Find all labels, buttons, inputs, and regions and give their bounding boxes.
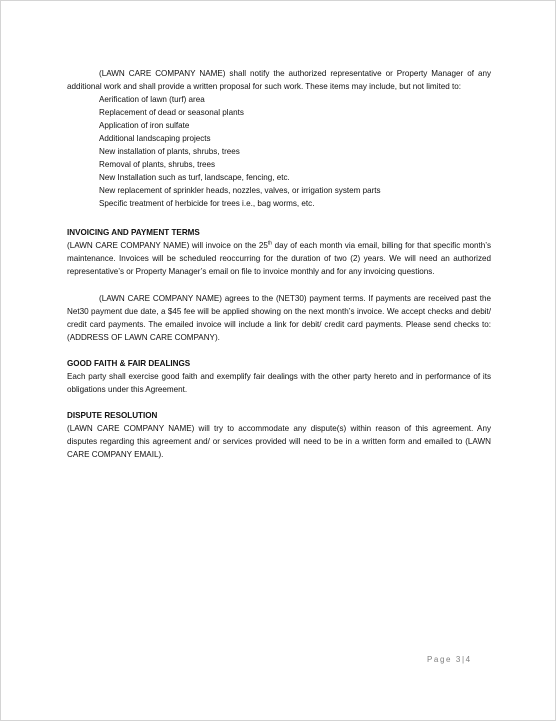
list-item: Application of iron sulfate (99, 121, 190, 130)
list-item: Additional landscaping projects (99, 134, 211, 143)
good-faith-heading: GOOD FAITH & FAIR DEALINGS (67, 359, 191, 368)
list-item: Replacement of dead or seasonal plants (99, 108, 244, 117)
invoicing-paragraph (67, 239, 491, 278)
list-item: Removal of plants, shrubs, trees (99, 160, 216, 169)
good-faith-paragraph: Each party shall exercise good faith and exemplify fair dealings with the other party hereto and in performance of its obligations under this Agreement. (67, 372, 491, 394)
list-item: New replacement of sprinkler heads, nozzles, valves, or irrigation system parts (99, 186, 381, 195)
list-item: Specific treatment of herbicide for trees i.e., bag worms, etc. (99, 199, 315, 208)
ordinal-suffix: th (267, 240, 273, 247)
document-body (67, 67, 491, 461)
intro-paragraph: (LAWN CARE COMPANY NAME) shall notify the authorized representative or Property Manager of any additional work and shall provide a written proposal for such work. These items may include, but not limited to: (67, 69, 491, 91)
page-number: Page 3|4 (427, 655, 472, 664)
invoicing-text-end: day of each month via email, billing for that specific month’s maintenance. Invoices will be scheduled reoccurring for the duration of two (2) years. We will need an authorized representative’s or Property Manager’s email on file to invoice monthly and for any invoicing questions. (67, 241, 492, 276)
dispute-heading: DISPUTE RESOLUTION (67, 411, 158, 420)
invoicing-text-start: (LAWN CARE COMPANY NAME) will invoice on the 25 (67, 241, 268, 250)
invoicing-heading: INVOICING AND PAYMENT TERMS (67, 228, 200, 237)
list-item: New Installation such as turf, landscape, fencing, etc. (99, 173, 290, 182)
list-item: New installation of plants, shrubs, trees (99, 147, 240, 156)
additional-work-list (67, 93, 491, 210)
list-item: Aerification of lawn (turf) area (99, 95, 205, 104)
dispute-paragraph: (LAWN CARE COMPANY NAME) will try to accommodate any dispute(s) within reason of this agreement. Any disputes regarding this agreement and/ or services provided will need to be in a written form and emailed to (LAWN CARE COMPANY EMAIL). (67, 424, 491, 459)
payment-terms-paragraph: (LAWN CARE COMPANY NAME) agrees to the (NET30) payment terms. If payments are received past the Net30 payment due date, a $45 fee will be applied showing on the next month’s invoice. We accept checks and debit/ credit card payments. The emailed invoice will include a link for debit/ credit card payments. Please send checks to: (ADDRESS OF LAWN CARE COMPANY). (67, 294, 491, 342)
